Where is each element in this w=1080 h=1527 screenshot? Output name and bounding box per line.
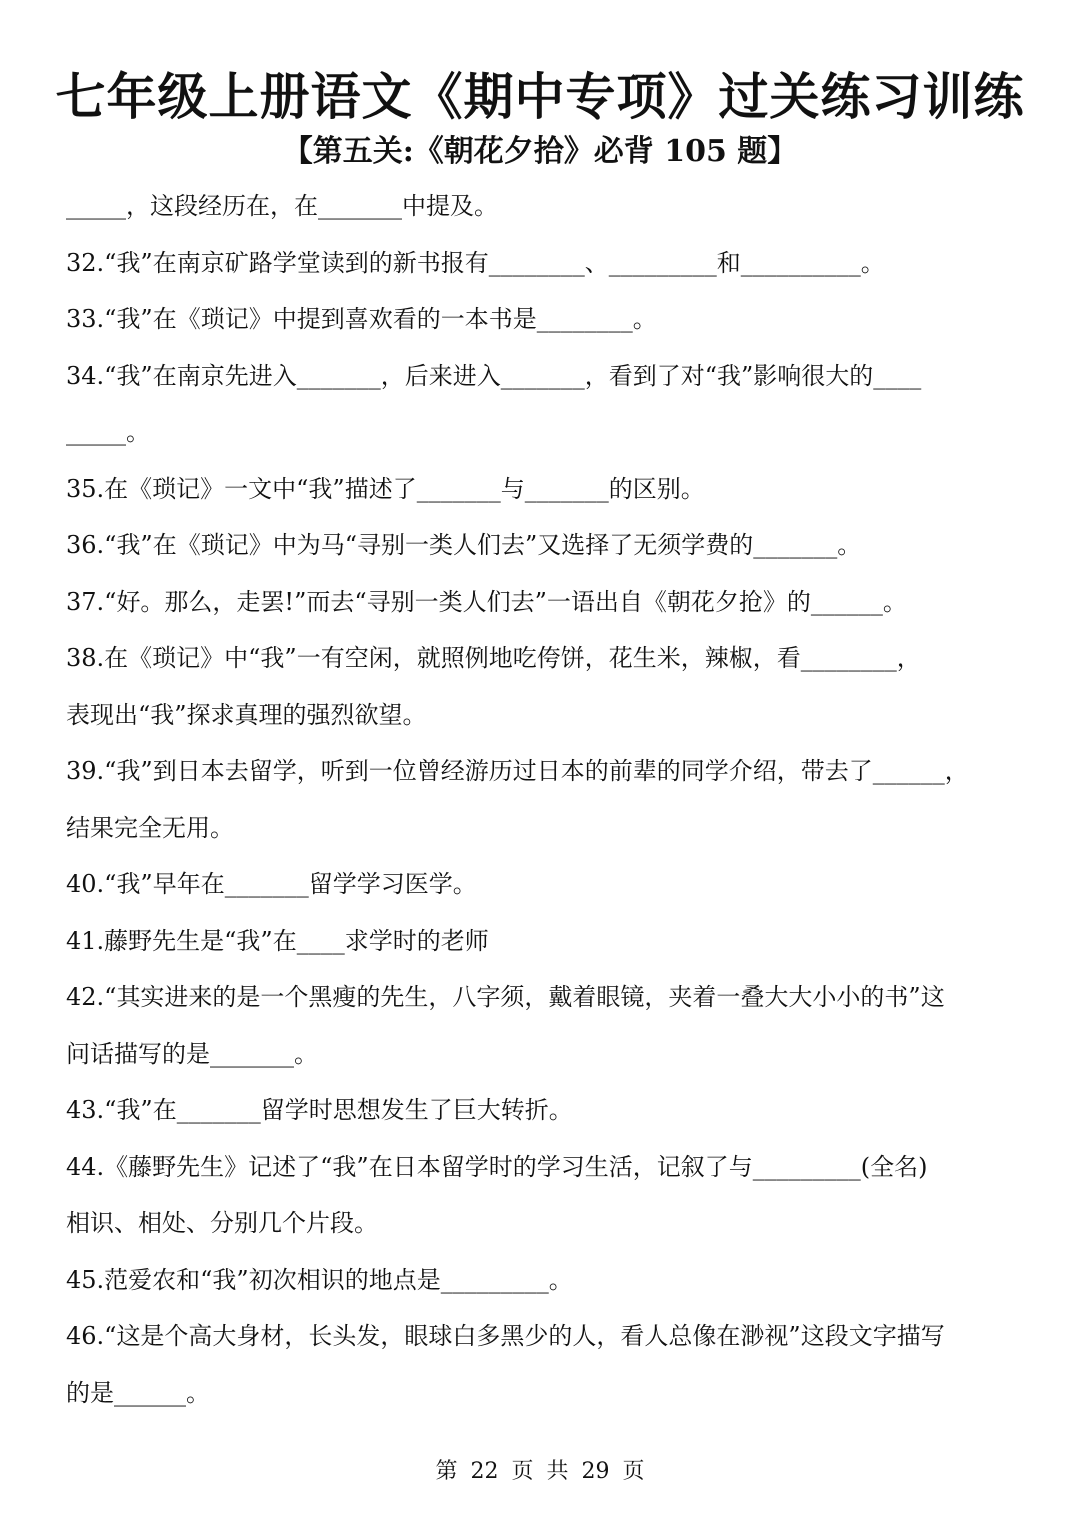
question-39: 39.“我”到日本去留学，听到一位曾经游历过日本的前辈的同学介绍，带去了______， <box>66 757 969 785</box>
question-46-continued: 的是______。 <box>66 1378 210 1407</box>
question-33: 33.“我”在《琐记》中提到喜欢看的一本书是________。 <box>66 305 657 333</box>
page-title: 七年级上册语文《期中专项》过关练习训练 <box>55 67 1025 126</box>
question-38-continued: 表现出“我”探求真理的强烈欲望。 <box>66 700 427 729</box>
question-38: 38.在《琐记》中“我”一有空闲，就照例地吃侉饼，花生米，辣椒，看________， <box>66 644 921 672</box>
question-32: 32.“我”在南京矿路学堂读到的新书报有________、_________和__________。 <box>66 248 885 277</box>
question-44: 44.《藤野先生》记述了“我”在日本留学时的学习生活，记叙了与_________(全名) <box>66 1152 928 1181</box>
question-39-continued: 结果完全无用。 <box>66 813 234 842</box>
question-list <box>66 178 1016 1421</box>
question-42-continued: 问话描写的是_______。 <box>66 1039 318 1068</box>
question-45: 45.范爱农和“我”初次相识的地点是_________。 <box>66 1265 573 1294</box>
question-42: 42.“其实进来的是一个黑瘦的先生，八字须，戴着眼镜，夹着一叠大大小小的书”这 <box>66 983 945 1011</box>
question-44-continued: 相识、相处、分别几个片段。 <box>66 1209 378 1237</box>
question-36: 36.“我”在《琐记》中为马“寻别一类人们去”又选择了无须学费的_______。 <box>66 531 862 559</box>
question-37: 37.“好。那么，走罢!”而去“寻别一类人们去”一语出自《朝花夕抢》的______。 <box>66 587 907 616</box>
question-34-continued: _____。 <box>66 418 150 446</box>
page-number: 第 22 页 共 29 页 <box>435 1459 645 1484</box>
question-40: 40.“我”早年在_______留学学习医学。 <box>66 870 477 898</box>
question-46: 46.“这是个高大身材，长头发，眼球白多黑少的人，看人总像在渺视”这段文字描写 <box>66 1322 945 1350</box>
question-34: 34.“我”在南京先进入_______，后来进入_______，看到了对“我”影响很大的____ <box>66 361 922 390</box>
question-43: 43.“我”在_______留学时思想发生了巨大转折。 <box>66 1096 573 1124</box>
text-line: _____，这段经历在，在_______中提及。 <box>66 192 498 220</box>
question-35: 35.在《琐记》一文中“我”描述了_______与_______的区别。 <box>66 474 705 503</box>
page-subtitle: 【第五关:《朝花夕拾》必背 105 题】 <box>282 134 798 169</box>
question-41: 41.藤野先生是“我”在____求学时的老师 <box>66 926 489 955</box>
